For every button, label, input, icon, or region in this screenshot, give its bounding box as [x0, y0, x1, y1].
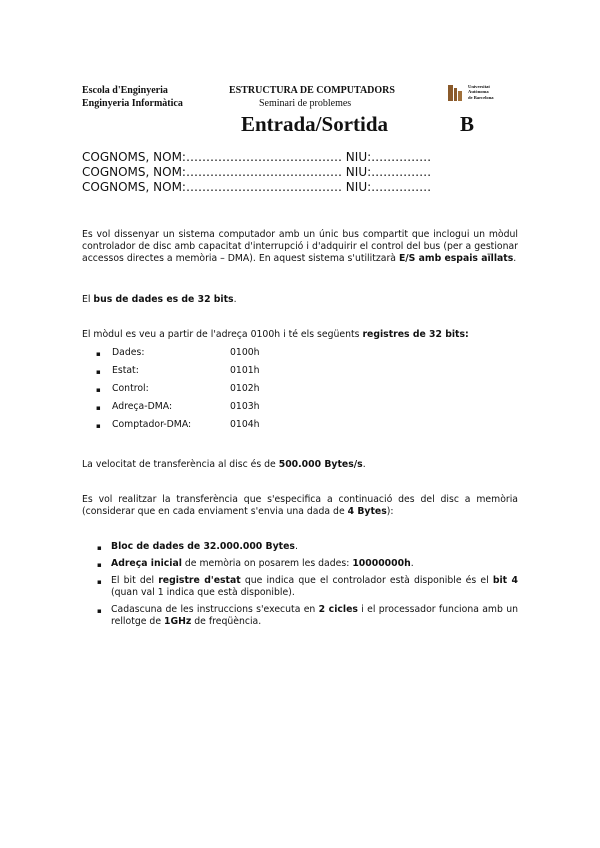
degree-name: Enginyeria Informàtica — [82, 98, 183, 109]
list-item: ▪ Adreça-DMA: 0103h — [82, 401, 382, 419]
list-item: ▪ Dades: 0100h — [82, 347, 382, 365]
course-name: ESTRUCTURA DE COMPUTADORS — [229, 85, 395, 96]
name-field-row[interactable]: COGNOMS, NOM:………………………………… NIU:…………… — [82, 180, 432, 194]
registers-list — [82, 347, 382, 437]
list-item: ▪ Estat: 0101h — [82, 365, 382, 383]
list-item: ▪ Comptador-DMA: 0104h — [82, 419, 382, 437]
conditions-list — [95, 541, 518, 633]
school-name: Escola d'Enginyeria — [82, 85, 168, 96]
list-item: ▪ El bit del registre d'estat que indica que el controlador està disponible és el bit 4 (quan val 1 indica que està disponible). — [95, 575, 518, 599]
school-block — [82, 84, 183, 110]
transfer-paragraph: Es vol realitzar la transferència que s'especifica a continuació des del disc a memòria (considerar que en cada enviament s'envia una dada de 4 Bytes): — [82, 494, 518, 517]
page-title: Entrada/Sortida — [241, 112, 389, 136]
uab-emblem-icon — [447, 84, 463, 102]
registers-intro: El mòdul es veu a partir de l'adreça 0100h i té els següents registres de 32 bits: — [82, 329, 469, 340]
list-item: ▪ Cadascuna de les instruccions s'executa en 2 cicles i el processador funciona amb un rellotge de 1GHz de freqüència. — [95, 604, 518, 628]
name-field-row[interactable]: COGNOMS, NOM:………………………………… NIU:…………… — [82, 165, 432, 179]
intro-paragraph: Es vol dissenyar un sistema computador amb un únic bus compartit que inclogui un mòdul controlador de disc amb capacitat d'interrupció i d'adquirir el control del bus (per a gestionar accessos directes a memòria – DMA). En aquest sistema s'utilitzarà E/S amb espais aïllats. — [82, 229, 518, 264]
list-item: ▪ Control: 0102h — [82, 383, 382, 401]
speed-paragraph: La velocitat de transferència al disc és de 500.000 Bytes/s. — [82, 459, 366, 470]
name-field-row[interactable]: COGNOMS, NOM:………………………………… NIU:…………… — [82, 150, 432, 164]
list-item: ▪ Adreça inicial de memòria on posarem les dades: 10000000h. — [95, 558, 518, 570]
university-logo — [447, 84, 494, 102]
university-name: Universitat Autònoma de Barcelona — [468, 84, 494, 100]
name-fields — [82, 150, 431, 195]
course-subtitle: Seminari de problemes — [259, 98, 352, 109]
bus-paragraph: El bus de dades es de 32 bits. — [82, 294, 237, 305]
list-item: ▪ Bloc de dades de 32.000.000 Bytes. — [95, 541, 518, 553]
course-block — [229, 84, 429, 110]
variant-letter: B — [460, 112, 475, 136]
